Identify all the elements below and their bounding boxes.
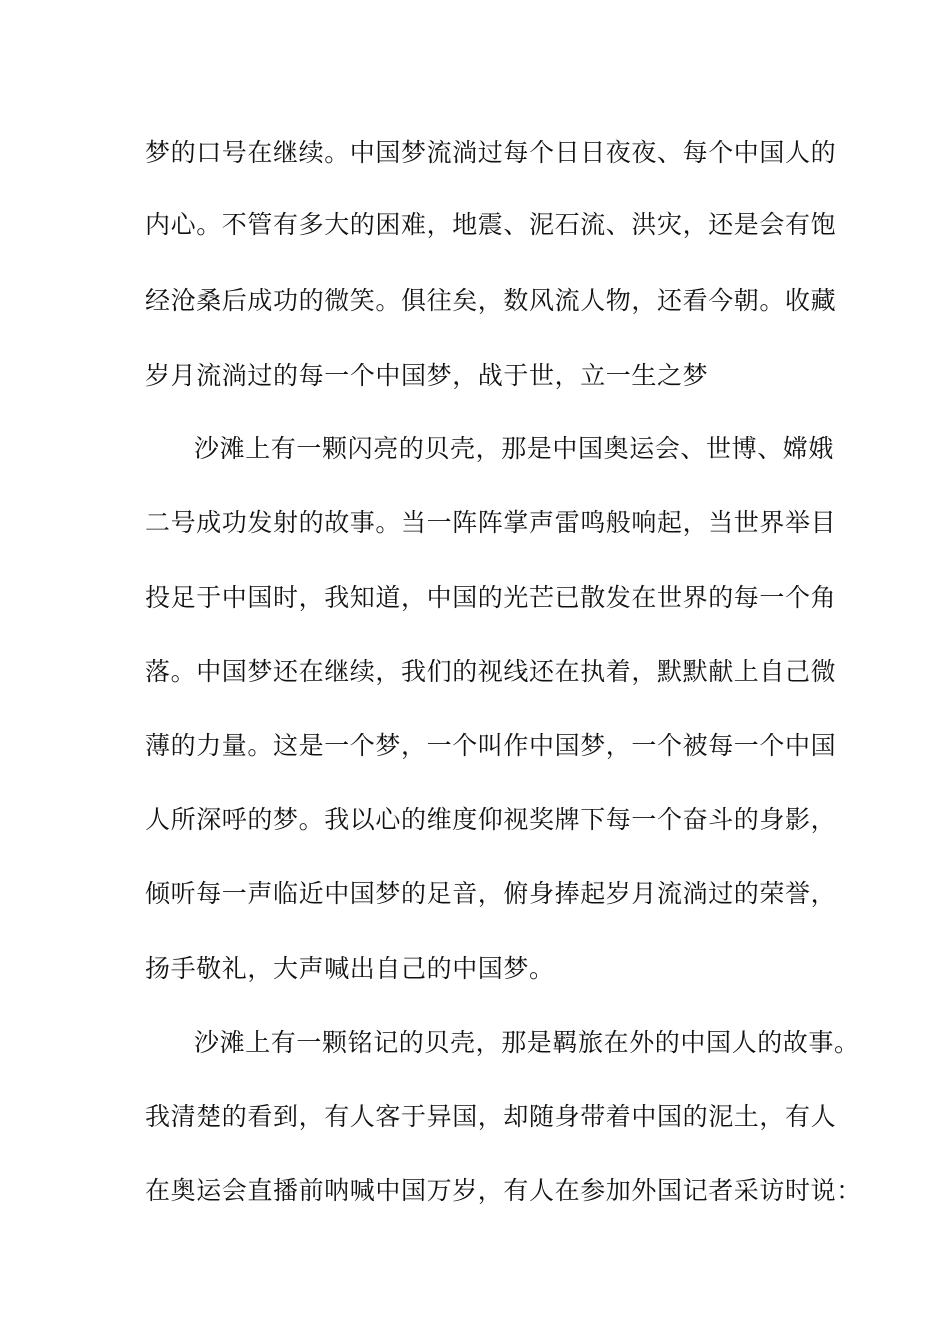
text-line: 经沧桑后成功的微笑。俱往矣，数风流人物，还看今朝。收藏	[145, 286, 837, 315]
text-line: 人所深呼的梦。我以心的维度仰视奖牌下每一个奋斗的身影，	[145, 805, 837, 834]
text-line: 薄的力量。这是一个梦，一个叫作中国梦，一个被每一个中国	[145, 731, 837, 760]
text-line: 我清楚的看到，有人客于异国，却随身带着中国的泥土，有人	[145, 1102, 837, 1131]
text-line: 岁月流淌过的每一个中国梦，战于世，立一生之梦	[145, 361, 709, 390]
paragraph-first-line: 沙滩上有一颗铭记的贝壳，那是羁旅在外的中国人的故事。	[194, 1028, 860, 1057]
text-line: 倾听每一声临近中国梦的足音，俯身捧起岁月流淌过的荣誉，	[145, 879, 837, 908]
text-line: 内心。不管有多大的困难，地震、泥石流、洪灾，还是会有饱	[145, 210, 837, 239]
text-line: 在奥运会直播前呐喊中国万岁，有人在参加外国记者采访时说：	[145, 1176, 862, 1205]
text-line: 扬手敬礼，大声喊出自己的中国梦。	[145, 954, 555, 983]
text-line: 梦的口号在继续。中国梦流淌过每个日日夜夜、每个中国人的	[145, 138, 837, 167]
text-line: 投足于中国时，我知道，中国的光芒已散发在世界的每一个角	[145, 583, 837, 612]
text-line: 落。中国梦还在继续，我们的视线还在执着，默默献上自己微	[145, 657, 837, 686]
paragraph-first-line: 沙滩上有一颗闪亮的贝壳，那是中国奥运会、世博、嫦娥	[194, 434, 835, 463]
text-line: 二号成功发射的故事。当一阵阵掌声雷鸣般响起，当世界举目	[145, 508, 837, 537]
